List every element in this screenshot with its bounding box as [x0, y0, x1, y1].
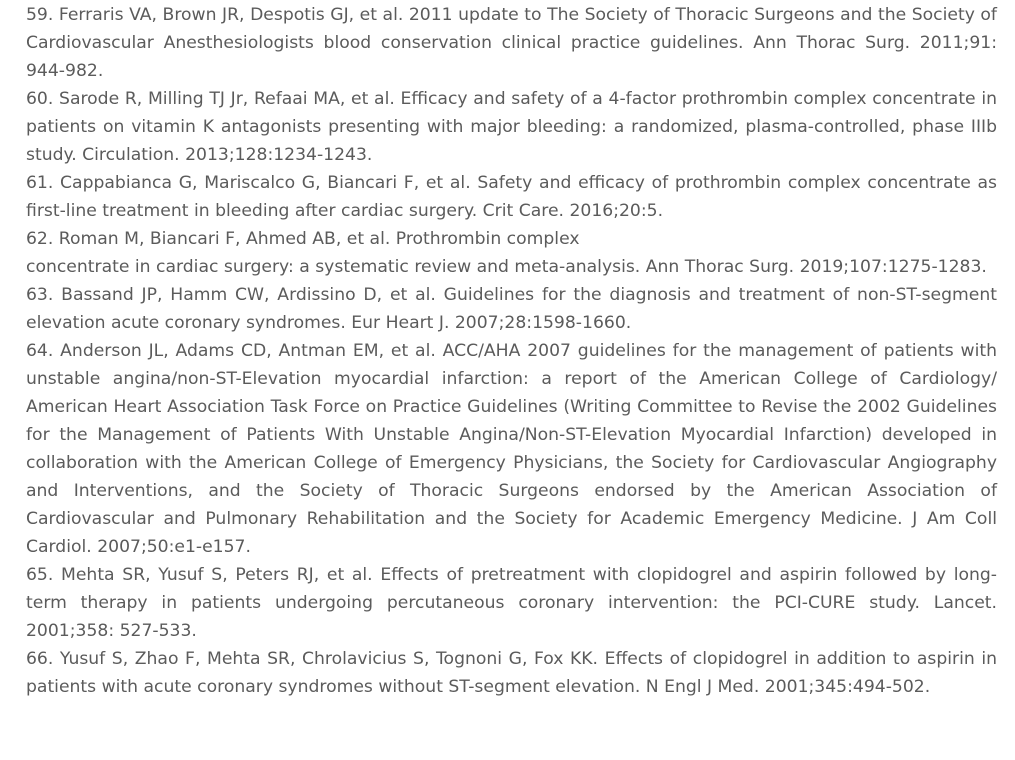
- reference-60: 60. Sarode R, Milling TJ Jr, Refaai MA, et al. Efficacy and safety of a 4-factor prothrombin complex concentrate in patients on vitamin K antagonists presenting with major bleeding: a randomized, plasma-controlled, phase IIIb study. Circulation. 2013;128:1234-1243.: [26, 89, 997, 165]
- reference-66: 66. Yusuf S, Zhao F, Mehta SR, Chrolavicius S, Tognoni G, Fox KK. Effects of clopidogrel in addition to aspirin in patients with acute coronary syndromes without ST-segment elevation. N Engl J Med. 2001;345:494-502.: [26, 649, 997, 697]
- reference-65: 65. Mehta SR, Yusuf S, Peters RJ, et al. Effects of pretreatment with clopidogrel and aspirin followed by long-term therapy in patients undergoing percutaneous coronary intervention: the PCI-CURE study. Lancet. 2001;358: 527-533.: [26, 565, 997, 641]
- reference-61: 61. Cappabianca G, Mariscalco G, Biancari F, et al. Safety and efficacy of prothrombin complex concentrate as first-line treatment in bleeding after cardiac surgery. Crit Care. 2016;20:5.: [26, 173, 997, 221]
- reference-64: 64. Anderson JL, Adams CD, Antman EM, et al. ACC/AHA 2007 guidelines for the management of patients with unstable angina/non-ST-Elevation myocardial infarction: a report of the American College of Cardiology/ American Heart Association Task Force on Practice Guidelines (Writing Committee to Revise the 2002 Guidelines for the Management of Patients With Unstable Angina/Non-ST-Elevation Myocardial Infarction) developed in collaboration with the American College of Emergency Physicians, the Society for Cardiovascular Angiography and Interventions, and the Society of Thoracic Surgeons endorsed by the American Association of Cardiovascular and Pulmonary Rehabilitation and the Society for Academic Emergency Medicine. J Am Coll Cardiol. 2007;50:e1-e157.: [26, 341, 997, 557]
- reference-list: [26, 1, 997, 701]
- reference-62-title: 62. Roman M, Biancari F, Ahmed AB, et al. Prothrombin complex: [26, 229, 580, 249]
- reference-63: 63. Bassand JP, Hamm CW, Ardissino D, et al. Guidelines for the diagnosis and treatment of non-ST-segment elevation acute coronary syndromes. Eur Heart J. 2007;28:1598-1660.: [26, 285, 997, 333]
- reference-62-continuation: concentrate in cardiac surgery: a systematic review and meta-analysis. Ann Thorac Surg. 2019;107:1275-1283.: [26, 257, 987, 277]
- reference-59: 59. Ferraris VA, Brown JR, Despotis GJ, et al. 2011 update to The Society of Thoracic Surgeons and the Society of Cardiovascular Anesthesiologists blood conservation clinical practice guidelines. Ann Thorac Surg. 2011;91: 944-982.: [26, 5, 997, 81]
